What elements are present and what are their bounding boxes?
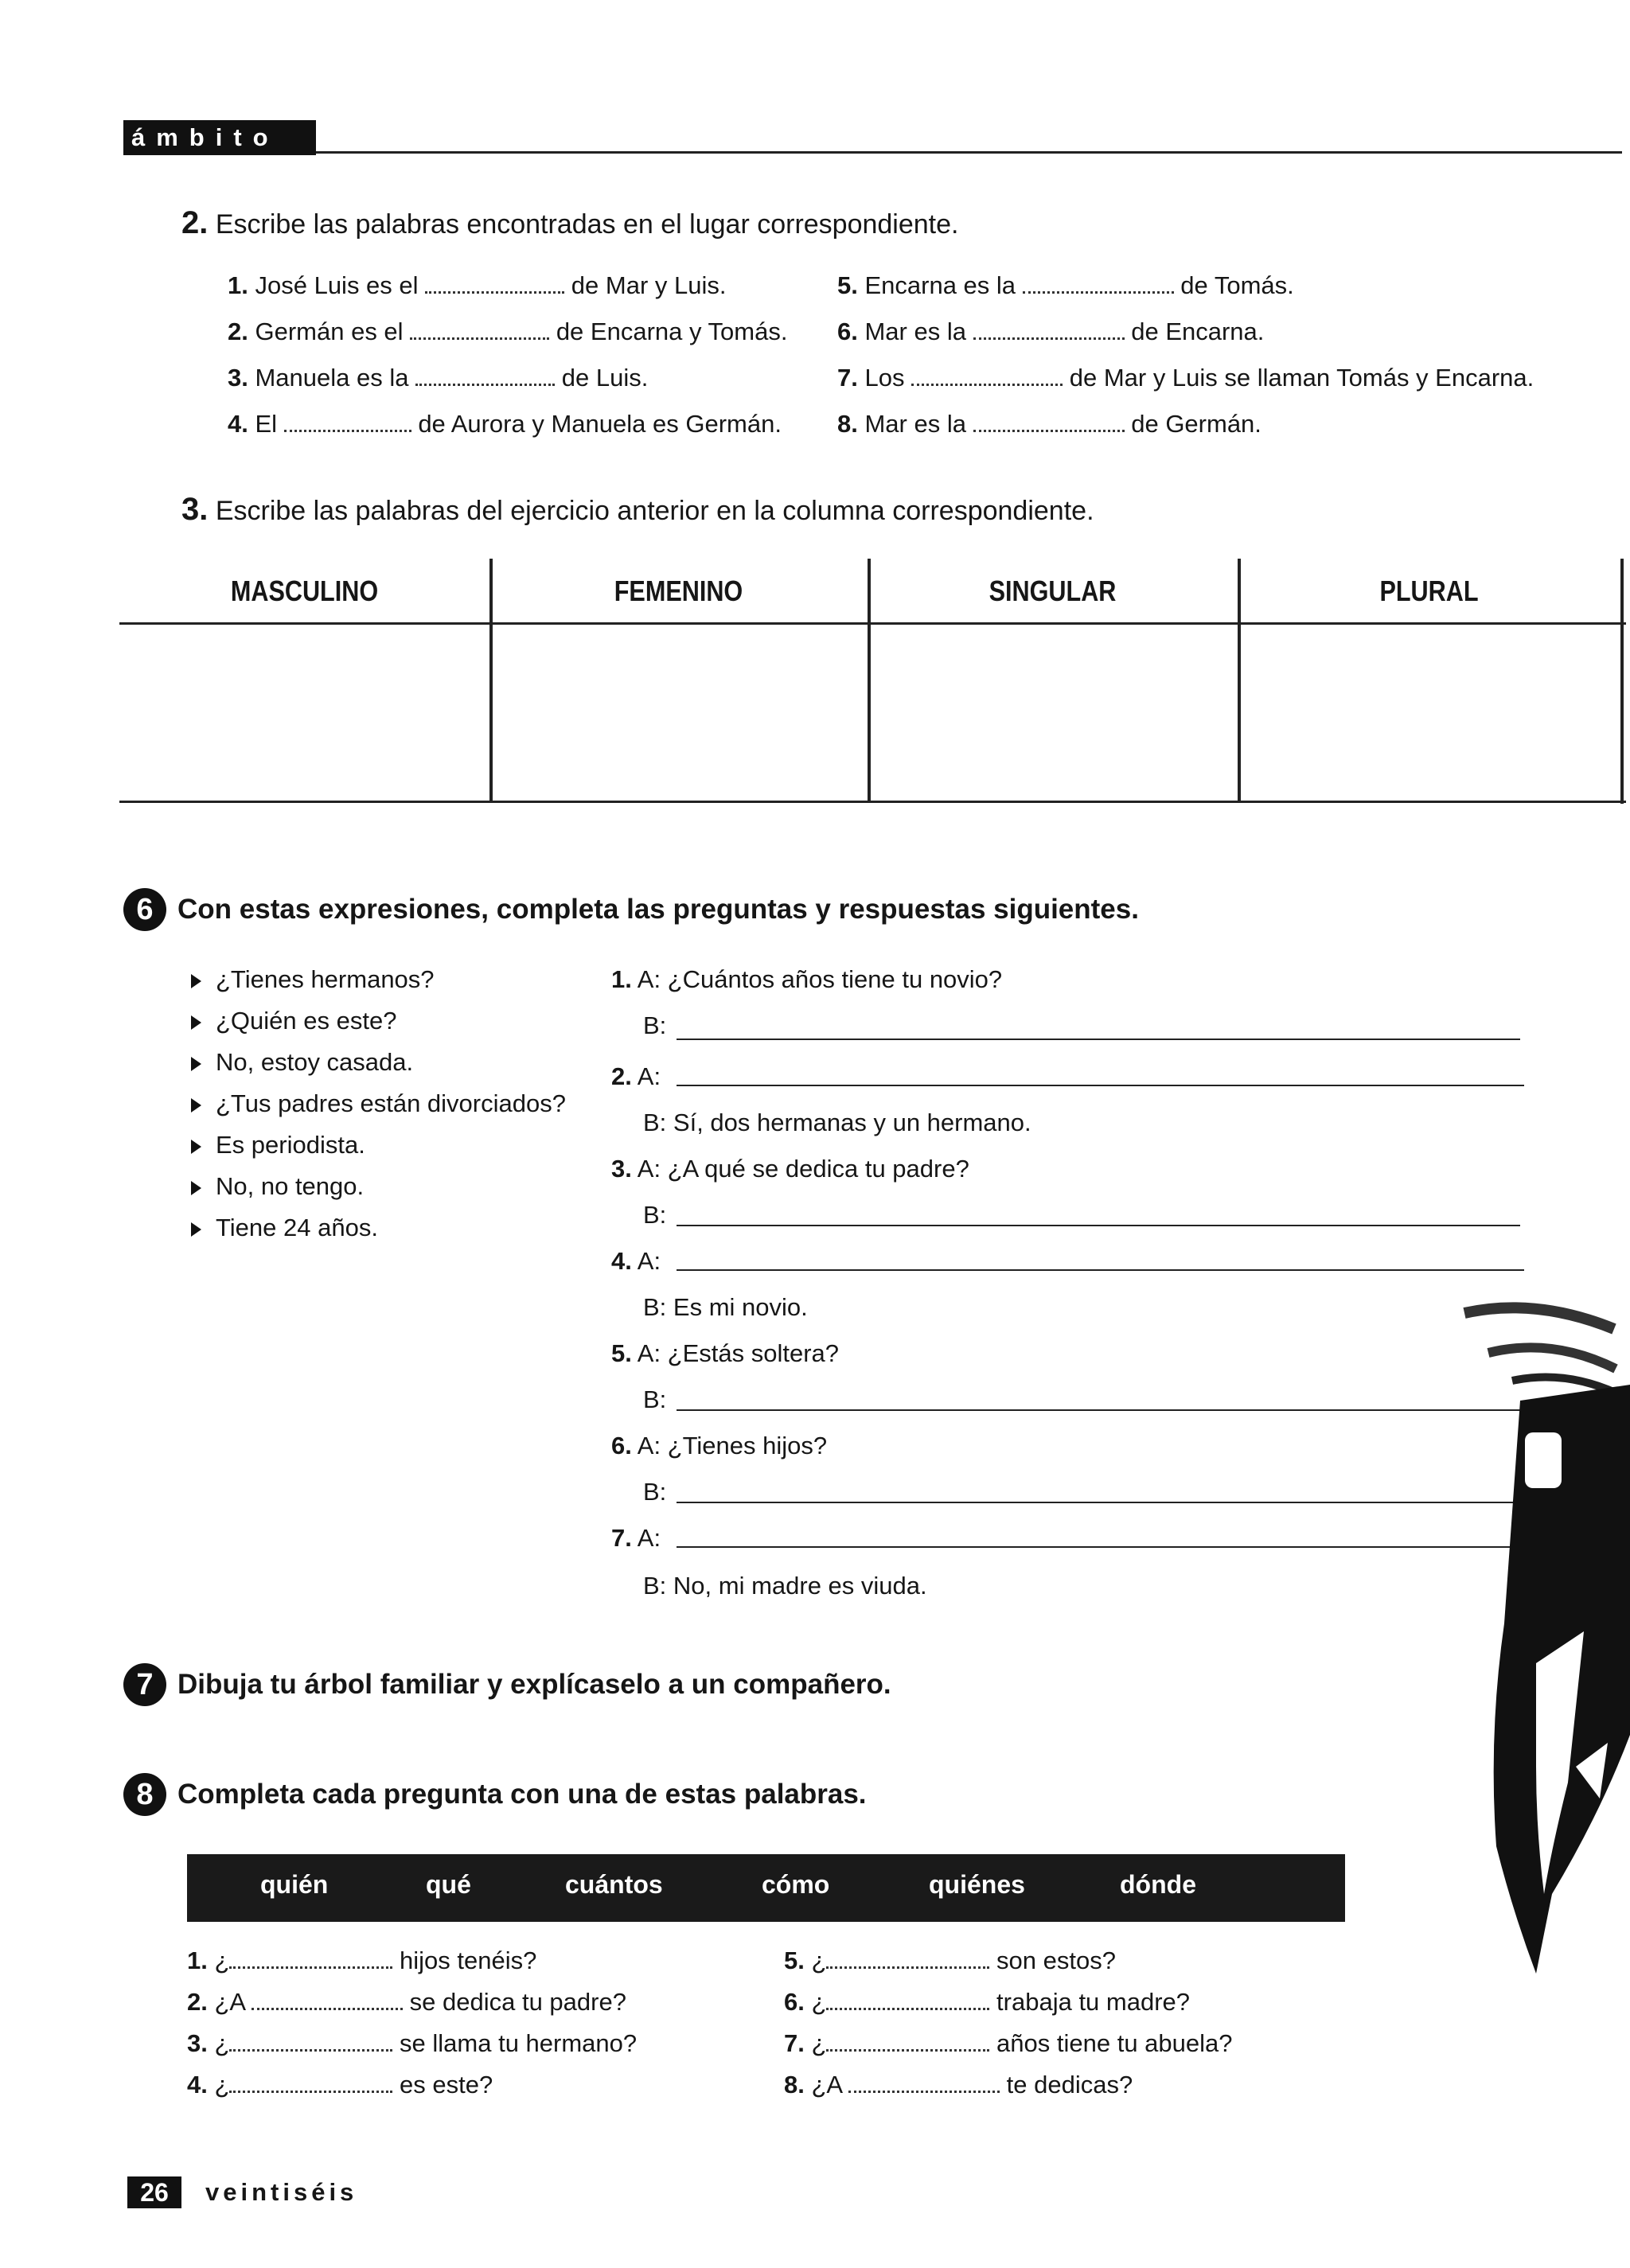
answer-line[interactable] — [677, 1225, 1520, 1226]
arrow-bullet-icon — [191, 1015, 201, 1030]
ex2-left-list — [228, 263, 787, 447]
ex6-instruction: Con estas expresiones, completa las preguntas y respuestas siguientes. — [177, 894, 1139, 925]
expression-item: ¿Tus padres están divorciados? — [191, 1083, 566, 1124]
answer-line[interactable] — [677, 1085, 1524, 1086]
ex2-item-1: 1. José Luis es el de Mar y Luis. — [228, 271, 727, 299]
ex2-right-list — [837, 263, 1534, 447]
ex6-title — [123, 888, 1139, 931]
blank[interactable] — [229, 1949, 392, 1969]
arrow-bullet-icon — [191, 1181, 201, 1195]
ex2-item-3: 3. Manuela es la de Luis. — [228, 364, 649, 392]
ex2-item-8: 8. Mar es la de Germán. — [837, 410, 1261, 438]
expression-item: Es periodista. — [191, 1124, 566, 1166]
word-como: cómo — [762, 1870, 830, 1899]
ex2-number: 2. — [181, 205, 209, 240]
ex6-expression-list — [191, 959, 566, 1249]
expression-item: No, no tengo. — [191, 1166, 566, 1207]
expression-item: ¿Quién es este? — [191, 1000, 566, 1042]
blank[interactable] — [973, 412, 1125, 432]
dialogue-5-a: 5. A: ¿Estás soltera? — [611, 1339, 840, 1367]
arrow-bullet-icon — [191, 1222, 201, 1237]
pencil-highlight — [1525, 1432, 1562, 1488]
ex2-instruction: Escribe las palabras encontradas en el lugar correspondiente. — [215, 209, 959, 240]
blank[interactable] — [425, 274, 564, 294]
column-divider — [489, 559, 493, 801]
ex8-right-list — [784, 1940, 1233, 2106]
word-bank — [187, 1854, 1345, 1922]
ex3-title — [181, 492, 1094, 528]
blank[interactable] — [826, 1949, 989, 1969]
ex3-instruction: Escribe las palabras del ejercicio anterior en la columna correspondiente. — [215, 496, 1094, 526]
blank[interactable] — [826, 1990, 989, 2010]
pencil-motion-line — [1464, 1307, 1614, 1329]
arrow-bullet-icon — [191, 974, 201, 988]
header-rule — [316, 151, 1622, 154]
column-divider — [1238, 559, 1241, 801]
page-number: 26 — [127, 2176, 181, 2208]
ex8-title — [123, 1773, 867, 1816]
dialogue-1-b: B: — [643, 1011, 667, 1039]
word-quien: quién — [260, 1870, 329, 1899]
dialogue-1-a: 1. A: ¿Cuántos años tiene tu novio? — [611, 965, 1003, 993]
section-tag: ámbito 1 — [123, 120, 316, 155]
answer-line[interactable] — [677, 1039, 1520, 1040]
blank[interactable] — [252, 1990, 403, 2010]
ex3-number: 3. — [181, 492, 209, 527]
blank[interactable] — [911, 366, 1063, 386]
col-femenino: FEMENINO — [614, 575, 743, 607]
ex8-instruction: Completa cada pregunta con una de estas palabras. — [177, 1779, 867, 1810]
col-masculino: MASCULINO — [230, 575, 379, 607]
answer-line[interactable] — [677, 1502, 1520, 1503]
dialogue-6-b: B: — [643, 1478, 667, 1506]
col-plural: PLURAL — [1379, 575, 1479, 607]
answer-line[interactable] — [677, 1409, 1520, 1411]
ex7-title — [123, 1663, 891, 1706]
ex2-item-5: 5. Encarna es la de Tomás. — [837, 271, 1294, 299]
gender-number-table — [119, 559, 1626, 804]
column-divider — [868, 559, 871, 801]
arrow-bullet-icon — [191, 1098, 201, 1113]
blank[interactable] — [973, 320, 1125, 340]
word-que: qué — [426, 1870, 471, 1899]
dialogue-7-b: B: No, mi madre es viuda. — [643, 1572, 927, 1600]
blank[interactable] — [410, 320, 549, 340]
answer-line[interactable] — [677, 1546, 1524, 1548]
ex8-item-8: 8. ¿A te dedicas? — [784, 2071, 1133, 2098]
word-quienes: quiénes — [929, 1870, 1025, 1899]
blank[interactable] — [229, 2032, 392, 2052]
dialogue-2-a: 2. A: — [611, 1062, 661, 1090]
ex2-title — [181, 205, 958, 241]
blank[interactable] — [415, 366, 555, 386]
ex2-item-6: 6. Mar es la de Encarna. — [837, 318, 1265, 345]
blank[interactable] — [826, 2032, 989, 2052]
pencil-motion-line — [1488, 1347, 1616, 1369]
ex7-number-badge: 7 — [123, 1663, 166, 1706]
dialogue-4-b: B: Es mi novio. — [643, 1293, 808, 1321]
ex8-left-list — [187, 1940, 637, 2106]
page-number-word: veintiséis — [205, 2178, 358, 2206]
table-header-rule — [119, 622, 1626, 625]
arrow-bullet-icon — [191, 1140, 201, 1154]
answer-line[interactable] — [677, 1269, 1524, 1271]
blank[interactable] — [848, 2073, 1000, 2093]
word-donde: dónde — [1120, 1870, 1196, 1899]
ex2-item-7: 7. Los de Mar y Luis se llaman Tomás y Encarna. — [837, 364, 1534, 392]
dialogue-5-b: B: — [643, 1385, 667, 1413]
blank[interactable] — [284, 412, 411, 432]
ex8-number-badge: 8 — [123, 1773, 166, 1816]
blank[interactable] — [1023, 274, 1174, 294]
expression-item: Tiene 24 años. — [191, 1207, 566, 1249]
ex8-item-3: 3. ¿ se llama tu hermano? — [187, 2029, 638, 2057]
ex8-item-2: 2. ¿A se dedica tu padre? — [187, 1988, 626, 2016]
dialogue-3-a: 3. A: ¿A qué se dedica tu padre? — [611, 1155, 969, 1183]
ex8-item-7: 7. ¿ años tiene tu abuela? — [784, 2029, 1233, 2057]
dialogue-6-a: 6. A: ¿Tienes hijos? — [611, 1432, 828, 1459]
blank[interactable] — [229, 2073, 392, 2093]
ex8-item-4: 4. ¿ es este? — [187, 2071, 493, 2098]
ex8-item-1: 1. ¿ hijos tenéis? — [187, 1947, 537, 1974]
ex6-number-badge: 6 — [123, 888, 166, 931]
dialogue-4-a: 4. A: — [611, 1247, 661, 1275]
ex2-item-4: 4. El de Aurora y Manuela es Germán. — [228, 410, 782, 438]
pencil-illustration — [1417, 1289, 1630, 2005]
ex2-item-2: 2. Germán es el de Encarna y Tomás. — [228, 318, 788, 345]
ex7-instruction: Dibuja tu árbol familiar y explícaselo a un compañero. — [177, 1669, 891, 1700]
column-divider — [1620, 559, 1624, 804]
table-bottom-rule — [119, 801, 1626, 803]
arrow-bullet-icon — [191, 1057, 201, 1071]
dialogue-7-a: 7. A: — [611, 1524, 661, 1552]
ex8-item-5: 5. ¿ son estos? — [784, 1947, 1116, 1974]
expression-item: No, estoy casada. — [191, 1042, 566, 1083]
col-singular: SINGULAR — [989, 575, 1117, 607]
dialogue-2-b: B: Sí, dos hermanas y un hermano. — [643, 1109, 1031, 1136]
expression-item: ¿Tienes hermanos? — [191, 959, 566, 1000]
dialogue-3-b: B: — [643, 1201, 667, 1229]
word-cuantos: cuántos — [565, 1870, 663, 1899]
ex8-item-6: 6. ¿ trabaja tu madre? — [784, 1988, 1191, 2016]
